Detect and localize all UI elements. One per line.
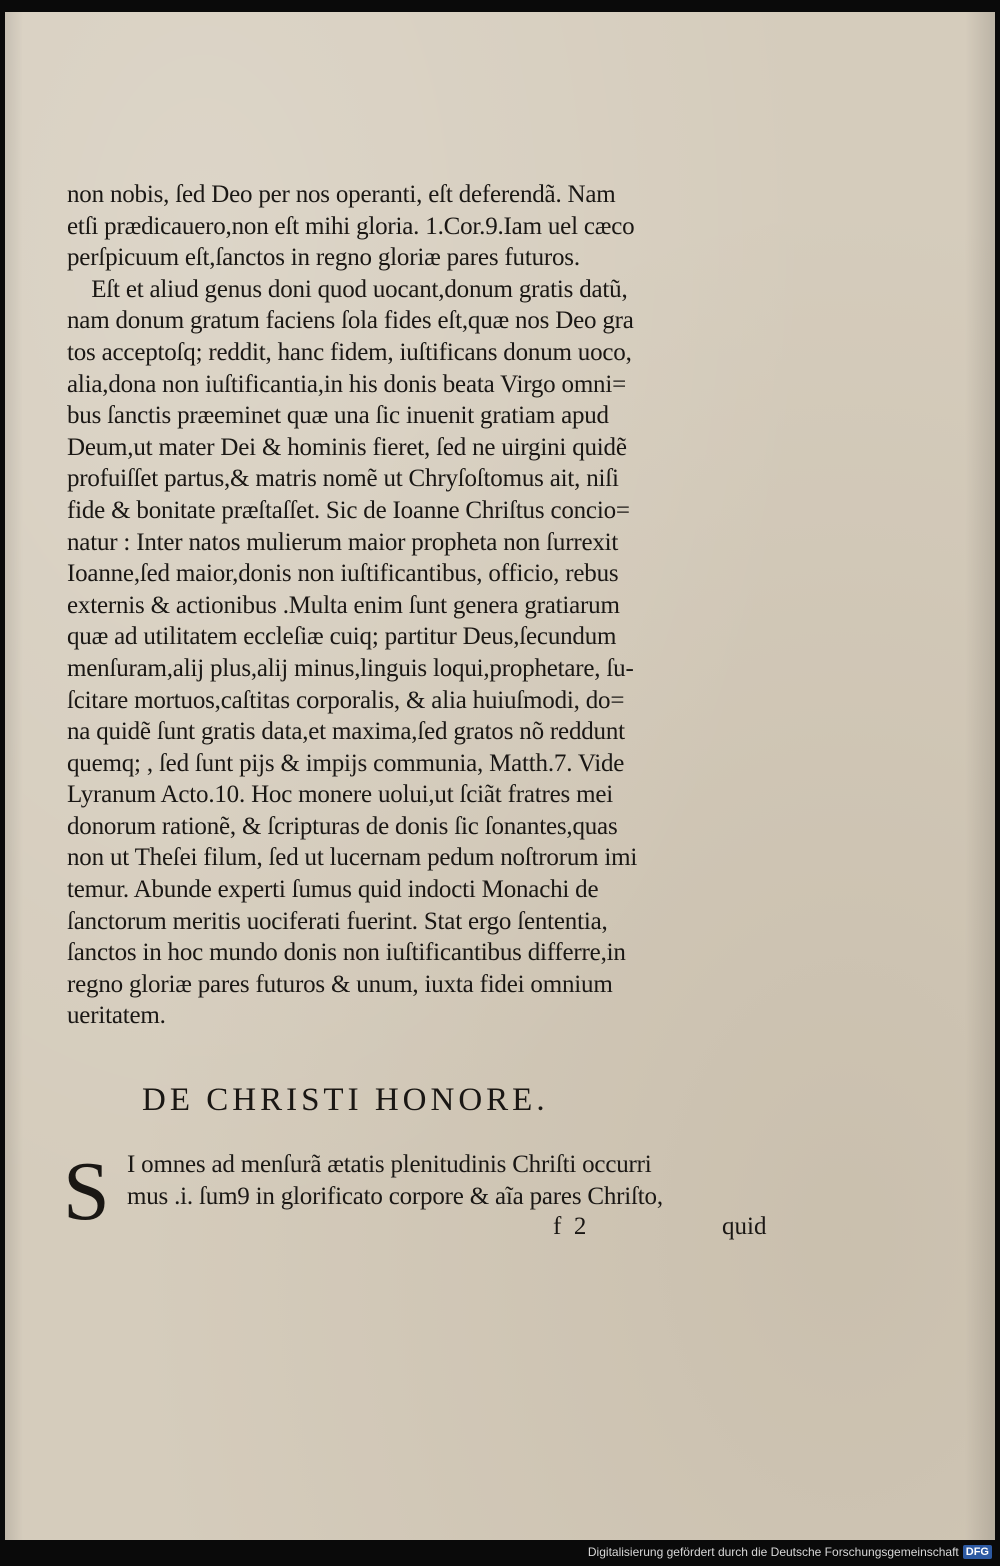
text-line: na quidẽ ſunt gratis data,et maxima,ſed gratos nõ reddunt: [67, 718, 625, 746]
text-line: perſpicuum eſt,ſanctos in regno gloriæ pares futuros.: [67, 244, 580, 272]
text-line: regno gloriæ pares futuros & unum, iuxta fidei omnium: [67, 970, 613, 998]
text-line: quemq; , ſed ſunt pijs & impijs communia, Matth.7. Vide: [67, 749, 625, 777]
credit-text: Digitalisierung gefördert durch die Deutsche Forschungsgemeinschaft: [587, 1545, 959, 1559]
text-line: Lyranum Acto.10. Hoc monere uolui,ut ſciãt fratres mei: [67, 781, 613, 809]
text-line: nam donum gratum faciens ſola fides eſt,quæ nos Deo gra: [67, 307, 634, 335]
text-line: fide & bonitate præſtaſſet. Sic de Ioanne Chriſtus concio=: [67, 496, 630, 524]
text-line: non nobis, ſed Deo per nos operanti, eſt deferendã. Nam: [67, 181, 616, 208]
text-line: alia,dona non iuſtificantia,in his donis beata Virgo omni=: [67, 370, 627, 398]
text-line: bus ſanctis præeminet quæ una ſic inuenit gratiam apud: [67, 402, 609, 430]
text-line: Eſt et aliud genus doni quod uocant,donum gratis datũ,: [67, 275, 628, 303]
text-line: natur : Inter natos mulierum maior propheta non ſurrexit: [67, 528, 619, 556]
text-line: temur. Abunde experti ſumus quid indocti Monachi de: [67, 876, 599, 904]
section-paragraph: [127, 1149, 663, 1212]
text-line: profuiſſet partus,& matris nomẽ ut Chryſoſtomus ait, niſi: [67, 465, 619, 493]
drop-cap-initial: S: [63, 1145, 110, 1238]
dfg-logo: DFG: [963, 1545, 992, 1559]
text-line: mus .i. ſum9 in glorificato corpore & aĩa pares Chriſto,: [127, 1182, 663, 1210]
text-line: etſi prædicauero,non eſt mihi gloria. 1.Cor.9.Iam uel cæco: [67, 212, 635, 240]
text-line: non ut Theſei filum, ſed ut lucernam pedum noſtrorum imi: [67, 844, 638, 872]
catchword: quid: [722, 1213, 767, 1240]
text-line: I omnes ad menſurã ætatis plenitudinis Chriſti occurri: [127, 1151, 652, 1178]
text-line: Ioanne,ſed maior,donis non iuſtificantibus, officio, rebus: [67, 560, 619, 588]
text-line: menſuram,alij plus,alij minus,linguis loqui,prophetare, ſu-: [67, 654, 634, 682]
section-heading: DE CHRISTI HONORE.: [142, 1082, 549, 1118]
text-line: donorum rationẽ, & ſcripturas de donis ſic ſonantes,quas: [67, 812, 618, 840]
text-line: tos acceptoſq; reddit, hanc fidem, iuſtificans donum uoco,: [67, 338, 632, 366]
digitization-credit: [588, 1540, 992, 1564]
text-line: Deum,ut mater Dei & hominis fieret, ſed ne uirgini quidẽ: [67, 433, 627, 461]
book-page: [5, 12, 995, 1540]
text-line: quæ ad utilitatem eccleſiæ cuiq; partitur Deus,ſecundum: [67, 623, 617, 651]
text-line: ſanctos in hoc mundo donis non iuſtificantibus differre,in: [67, 939, 626, 967]
text-line: ſanctorum meritis uociferati fuerint. Stat ergo ſententia,: [67, 907, 608, 935]
text-line: ſcitare mortuos,caſtitas corporalis, & alia huiuſmodi, do=: [67, 686, 625, 714]
signature-mark: f 2: [553, 1213, 587, 1240]
body-paragraph: [67, 179, 787, 1032]
text-line: externis & actionibus .Multa enim ſunt genera gratiarum: [67, 591, 620, 619]
text-line: ueritatem.: [67, 1002, 166, 1030]
